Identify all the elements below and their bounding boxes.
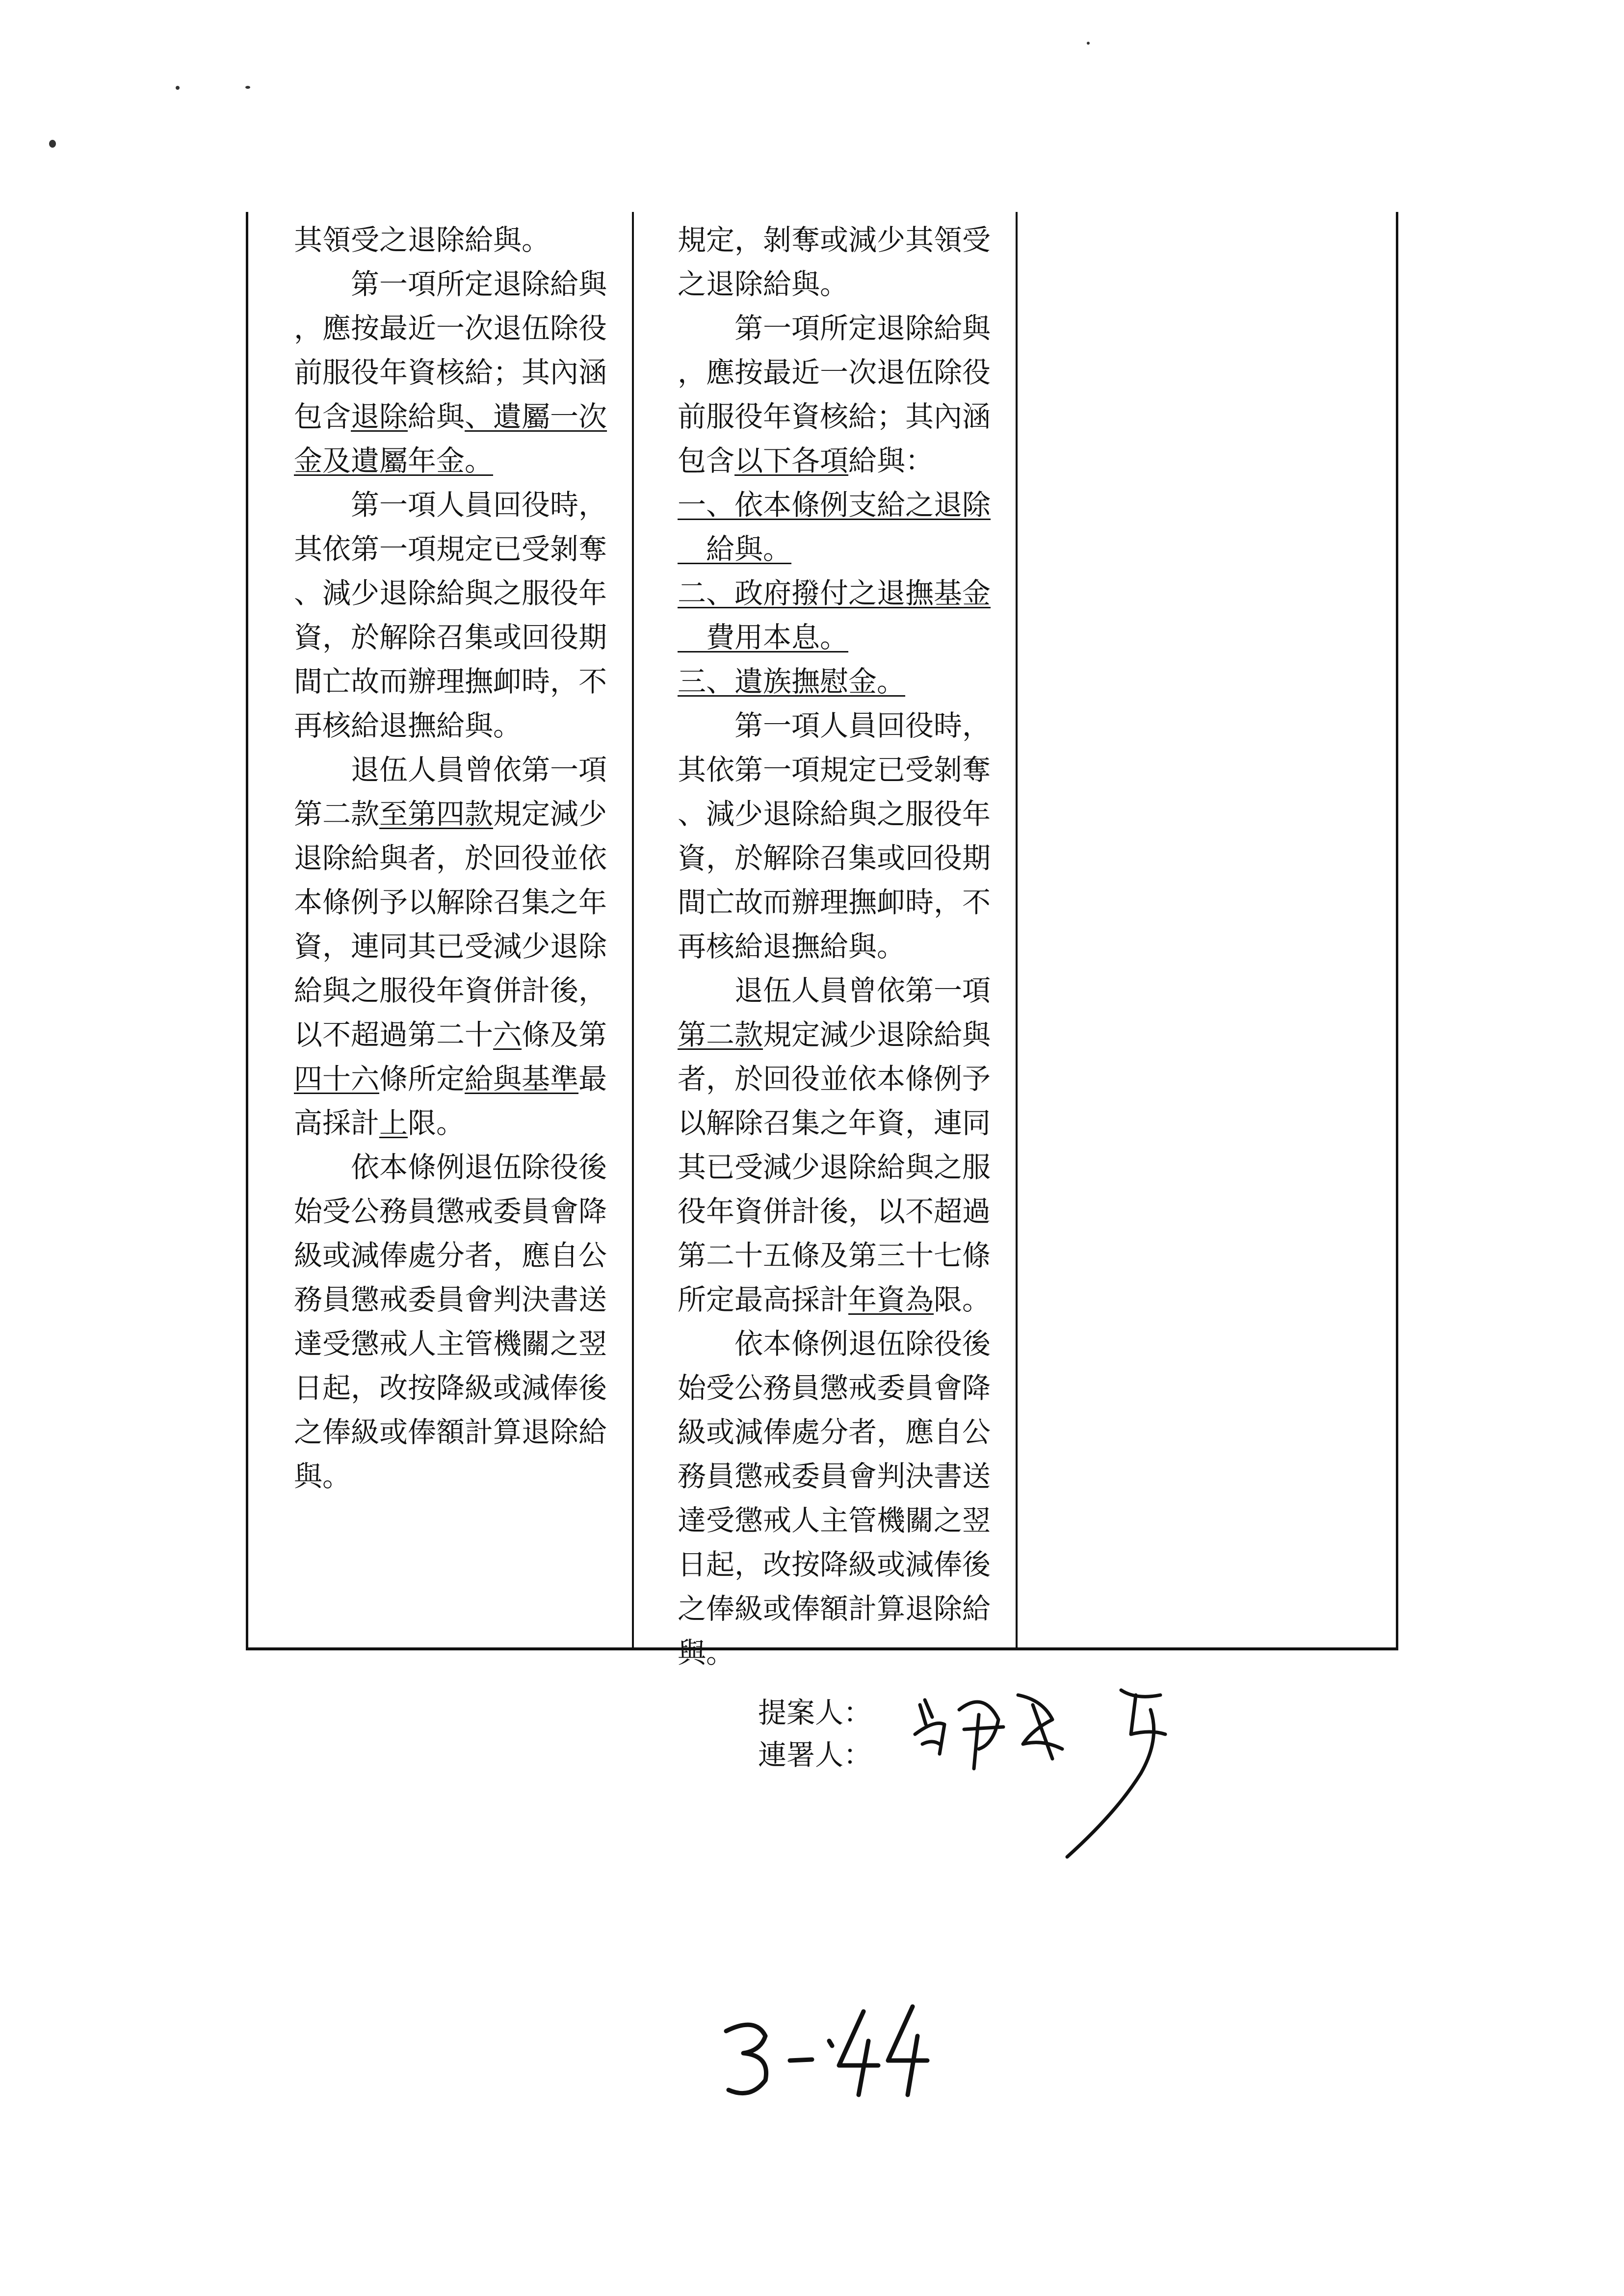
text-segment: 資，於解除召集或回役期 — [294, 621, 607, 654]
underlined-segment: 一、依本條例支給之退除 — [678, 488, 991, 522]
text-segment: 與。 — [294, 1460, 351, 1493]
text-line — [678, 748, 996, 792]
text-segment: 其領受之退除給與。 — [294, 223, 550, 257]
text-line — [294, 1233, 613, 1278]
scan-speck — [49, 140, 56, 148]
text-line — [294, 527, 613, 571]
text-segment: 之退除給與。 — [678, 267, 849, 301]
text-line — [294, 262, 613, 306]
signer-block — [758, 1692, 872, 1776]
text-line — [678, 1322, 996, 1366]
underlined-segment: 至第四款 — [379, 797, 494, 831]
text-segment: 再核給退撫給與。 — [294, 709, 522, 742]
text-segment: 務員懲戒委員會判決書送 — [294, 1283, 607, 1316]
text-segment: 第一項所定退除給與 — [294, 267, 607, 301]
text-segment: 其已受減少退除給與之服 — [678, 1150, 991, 1184]
text-line — [294, 1278, 613, 1322]
underlined-segment: 給與。 — [678, 532, 792, 566]
underlined-segment: 四十六 — [294, 1062, 380, 1096]
text-segment: 其依第一項規定已受剝奪 — [294, 532, 607, 566]
column-divider — [1016, 212, 1018, 1647]
text-line — [678, 1101, 996, 1145]
comparison-table — [246, 212, 1398, 1670]
text-line — [678, 1454, 996, 1498]
text-segment: ，應按最近一次退伍除役 — [678, 356, 991, 389]
text-line — [678, 792, 996, 836]
text-line — [678, 1013, 996, 1057]
text-line — [678, 439, 996, 483]
text-segment: 其依第一項規定已受剝奪 — [678, 753, 991, 786]
text-segment: 第一項所定退除給與 — [678, 312, 991, 345]
text-line — [678, 218, 996, 262]
text-line — [678, 659, 996, 704]
text-segment: 以不超過第二十 — [294, 1018, 494, 1051]
text-segment: 與。 — [678, 1636, 735, 1670]
text-line — [678, 350, 996, 394]
text-line — [294, 1101, 613, 1145]
text-segment: 本條例予以解除召集之年 — [294, 886, 607, 919]
text-segment: 限。 — [408, 1106, 465, 1140]
text-segment: 間亡故而辦理撫卹時，不 — [294, 665, 607, 698]
text-segment: 役年資併計後，以不超過 — [678, 1195, 991, 1228]
text-segment: 規定，剝奪或減少其領受 — [678, 223, 991, 257]
text-line — [294, 1366, 613, 1410]
text-line — [294, 792, 613, 836]
text-line — [294, 880, 613, 924]
text-segment: 第一項人員回役時， — [294, 488, 607, 522]
text-line — [678, 1498, 996, 1542]
underlined-segment: 二、政府撥付之退撫基金 — [678, 576, 991, 610]
underlined-segment: 三、遺族撫慰金。 — [678, 665, 906, 698]
text-segment: 退伍人員曾依第一項 — [294, 753, 607, 786]
text-segment: ，應按最近一次退伍除役 — [294, 312, 607, 345]
text-segment: 給與 — [408, 400, 465, 433]
text-segment: 之俸級或俸額計算退除給 — [678, 1592, 991, 1625]
column-divider — [632, 212, 634, 1647]
text-segment: 條所定 — [379, 1062, 465, 1096]
text-segment: 者，於回役並依本條例予 — [678, 1062, 991, 1096]
scan-speck — [176, 86, 180, 90]
text-segment: 規定減少退除給與 — [763, 1018, 991, 1051]
text-line — [678, 924, 996, 968]
text-line — [294, 1322, 613, 1366]
text-segment: 規定減少 — [493, 797, 607, 831]
amended-text-column — [294, 218, 613, 1498]
text-segment: 、減少退除給與之服役年 — [678, 797, 991, 831]
text-segment: 級或減俸處分者，應自公 — [294, 1239, 607, 1272]
scan-speck — [245, 86, 250, 89]
text-line — [678, 836, 996, 880]
text-line — [294, 748, 613, 792]
text-segment: 依本條例退伍除役後 — [294, 1150, 607, 1184]
text-segment: 資，連同其已受減少退除 — [294, 930, 607, 963]
text-line — [294, 571, 613, 615]
text-segment: 退伍人員曾依第一項 — [678, 974, 991, 1007]
text-segment: 包含 — [678, 444, 735, 477]
underlined-segment: 、遺屬一次 — [465, 400, 607, 433]
text-segment: 第二十五條及第三十七條 — [678, 1239, 991, 1272]
text-line — [294, 1013, 613, 1057]
underlined-segment: 年資為 — [848, 1283, 934, 1316]
text-line — [678, 306, 996, 350]
text-line — [294, 615, 613, 659]
text-segment: 日起，改按降級或減俸後 — [294, 1371, 607, 1405]
text-line — [678, 704, 996, 748]
scan-speck — [1087, 42, 1090, 45]
text-segment: 始受公務員懲戒委員會降 — [678, 1371, 991, 1405]
text-line — [678, 1057, 996, 1101]
text-line — [294, 483, 613, 527]
text-line — [294, 1145, 613, 1189]
text-line — [678, 1278, 996, 1322]
text-line — [294, 924, 613, 968]
text-segment: 達受懲戒人主管機關之翌 — [294, 1327, 607, 1360]
text-line — [678, 1145, 996, 1189]
text-segment: 第二款 — [294, 797, 380, 831]
text-segment: 務員懲戒委員會判決書送 — [678, 1460, 991, 1493]
text-line — [678, 1366, 996, 1410]
text-line — [678, 1587, 996, 1631]
text-segment: 限。 — [934, 1283, 991, 1316]
underlined-segment: 金及遺屬年金。 — [294, 444, 494, 477]
text-line — [294, 306, 613, 350]
text-segment: 條及第 — [522, 1018, 607, 1051]
text-segment: 給與： — [848, 444, 934, 477]
text-line — [294, 968, 613, 1013]
handwritten-signature — [905, 1675, 1200, 1862]
text-segment: 資，於解除召集或回役期 — [678, 841, 991, 875]
text-line — [294, 1057, 613, 1101]
text-segment: 、減少退除給與之服役年 — [294, 576, 607, 610]
underlined-segment: 費用本息。 — [678, 621, 849, 654]
text-line — [678, 571, 996, 615]
text-line — [678, 1410, 996, 1454]
text-segment: 日起，改按降級或減俸後 — [678, 1548, 991, 1581]
text-line — [294, 836, 613, 880]
text-line — [294, 394, 613, 439]
underlined-segment: 第二款 — [678, 1018, 763, 1051]
text-line — [678, 880, 996, 924]
text-line — [678, 1631, 996, 1675]
text-segment: 達受懲戒人主管機關之翌 — [678, 1504, 991, 1537]
text-segment: 前服役年資核給；其內涵 — [294, 356, 607, 389]
text-line — [678, 483, 996, 527]
text-segment: 包含 — [294, 400, 351, 433]
underlined-segment: 退除 — [351, 400, 408, 433]
text-segment: 高採計 — [294, 1106, 380, 1140]
text-segment: 給與之服役年資併計後， — [294, 974, 607, 1007]
text-segment: 所定最高採計 — [678, 1283, 849, 1316]
text-line — [678, 1542, 996, 1587]
text-segment: 最 — [578, 1062, 607, 1096]
text-line — [294, 659, 613, 704]
text-segment: 再核給退撫給與。 — [678, 930, 906, 963]
text-segment: 級或減俸處分者，應自公 — [678, 1415, 991, 1449]
text-segment: 間亡故而辦理撫卹時，不 — [678, 886, 991, 919]
underlined-segment: 六 — [493, 1018, 522, 1051]
text-line — [294, 704, 613, 748]
text-segment: 以解除召集之年資，連同 — [678, 1106, 991, 1140]
text-line — [294, 218, 613, 262]
text-line — [294, 1410, 613, 1454]
text-line — [678, 527, 996, 571]
text-line — [678, 968, 996, 1013]
text-segment: 之俸級或俸額計算退除給 — [294, 1415, 607, 1449]
text-segment: 前服役年資核給；其內涵 — [678, 400, 991, 433]
text-segment: 第一項人員回役時， — [678, 709, 991, 742]
handwritten-page-number — [716, 1997, 942, 2114]
text-line — [678, 394, 996, 439]
text-line — [678, 262, 996, 306]
underlined-segment: 給與基準 — [465, 1062, 579, 1096]
text-line — [294, 439, 613, 483]
text-line — [678, 1233, 996, 1278]
text-segment: 始受公務員懲戒委員會降 — [294, 1195, 607, 1228]
text-line — [294, 350, 613, 394]
text-line — [678, 1189, 996, 1233]
text-line — [294, 1189, 613, 1233]
proposer-label: 提案人： — [758, 1696, 872, 1729]
text-segment: 依本條例退伍除役後 — [678, 1327, 991, 1360]
text-segment: 退除給與者，於回役並依 — [294, 841, 607, 875]
text-line — [294, 1454, 613, 1498]
cosigner-label: 連署人： — [758, 1738, 872, 1772]
current-text-column — [678, 218, 996, 1675]
underlined-segment: 以下各項 — [734, 444, 849, 477]
text-line — [678, 615, 996, 659]
underlined-segment: 上 — [379, 1106, 408, 1140]
